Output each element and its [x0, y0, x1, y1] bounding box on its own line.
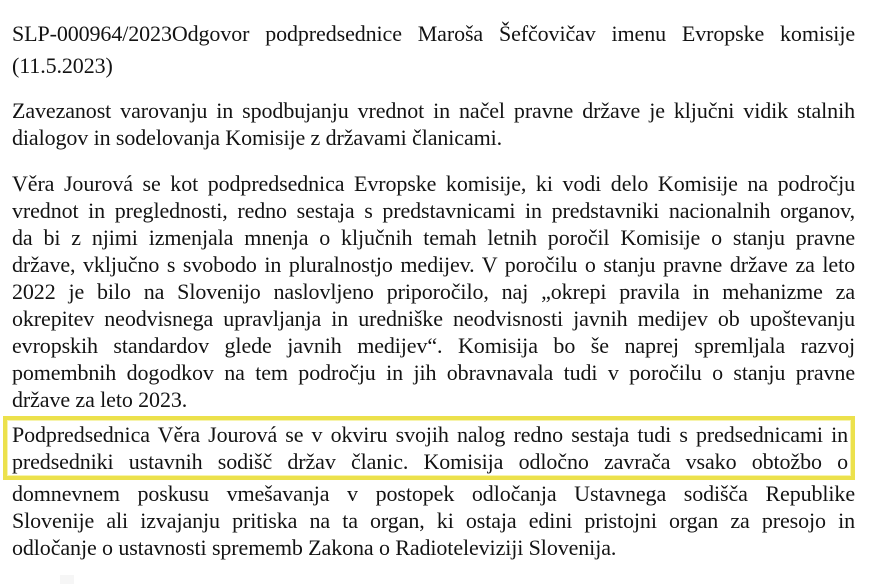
- footnote-separator-artifact: [60, 575, 74, 584]
- text-line: okrepitev neodvisnega upravljanja in uredniške neodvisnosti javnih medijev ob upoštevanju: [12, 306, 855, 331]
- paragraph-commitment: [12, 97, 855, 151]
- text-line: Věra Jourová se kot podpredsednica Evropske komisije, ki vodi delo Komisije na področju: [12, 171, 855, 196]
- text-line: Slovenije ali izvajanju pritiska na ta organ, ki ostaja edini pristojni organ za presojo in: [12, 508, 855, 533]
- text-line: države za leto 2023.: [12, 387, 188, 412]
- highlight-box: [3, 416, 855, 480]
- text-line: dialogov in sodelovanja Komisije z državami članicami.: [12, 125, 503, 150]
- header-line-date: (11.5.2023): [12, 53, 113, 78]
- text-line: države, vključno s svobodo in pluralnostjo medijev. V poročilu o stanju pravne države za leto: [12, 252, 855, 277]
- text-line: da bi z njimi izmenjala mnenja o ključnih temah letnih poročil Komisije o stanju pravne: [12, 225, 855, 250]
- text-line: 2022 je bilo na Slovenijo naslovljeno priporočilo, naj „okrepi pravila in mehanizme za: [12, 279, 855, 304]
- text-line: domnevnem poskusu vmešavanja v postopek odločanja Ustavnega sodišča Republike: [12, 481, 855, 506]
- header-line-title: SLP-000964/2023Odgovor podpredsednice Maroša Šefčovičav imenu Evropske komisije: [12, 21, 855, 46]
- document-header: [12, 18, 855, 82]
- highlighted-text-line: Podpredsednica Věra Jourová se v okviru svojih nalog redno sestaja tudi s predsednicami in: [12, 422, 848, 447]
- paragraph-jourova-report: [12, 170, 855, 413]
- text-line: pomembnih dogodkov na tem področju in jih obravnavala tudi v poročilu o stanju pravne: [12, 360, 855, 385]
- text-line: vrednot in preglednosti, redno sestaja s predstavnicami in predstavniki nacionalnih organov,: [12, 198, 855, 223]
- paragraph-constitutional-court: [12, 416, 855, 561]
- text-line: odločanje o ustavnosti sprememb Zakona o Radioteleviziji Slovenija.: [12, 535, 617, 560]
- highlighted-text-line: predsedniki ustavnih sodišč držav članic. Komisija odločno zavrača vsako obtožbo o: [12, 449, 848, 474]
- text-line: evropskih standardov glede javnih medijev“. Komisija bo še naprej spremljala razvoj: [12, 333, 855, 358]
- text-line: Zavezanost varovanju in spodbujanju vrednot in načel pravne države je ključni vidik stalnih: [12, 98, 855, 123]
